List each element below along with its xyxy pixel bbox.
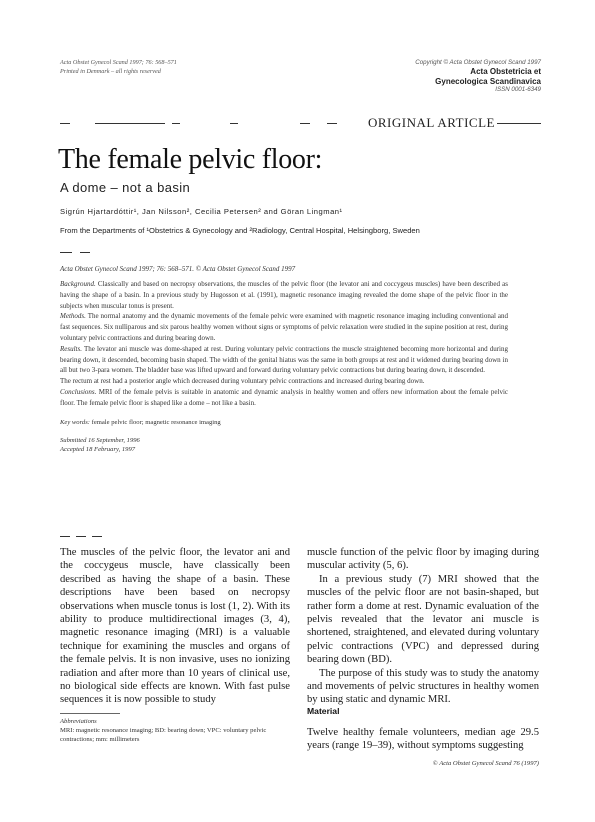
intro-paragraph-3: In a previous study (7) MRI showed that the muscles of the pelvic floor are not basin-shaped, but rather form a dome at rest. Dynamic evaluation of the pelvis revealed that the levator ani muscle is shortened, straightened, and elevated during voluntary pelvic contractions (VPC) and depressed during bearing down (BD). (307, 573, 539, 666)
rule-dash (172, 123, 180, 124)
abstract-methods-text: The normal anatomy and the dynamic movements of the female pelvic were examined with magnetic resonance imaging including conventional and fast sequences. Six nulliparous and six parous healthy women without signs or symptoms of pelvic relaxation were studied in the supine position at rest, during voluntary pelvic contractions and during bearing down. (60, 312, 508, 342)
rule-dash (300, 123, 310, 124)
intro-paragraph-1: The muscles of the pelvic floor, the levator ani and the coccygeus muscle, have classically been described as having the shape of a basin. These descriptions have been based on necropsy observations when muscle tonus is lost (1, 2). With its ability to produce multidirectional images (3, 4), magnetic resonance imaging (MRI) is a valuable technique for examining the muscles and organs of the female pelvis. It is non invasive, uses no ionizing radiation and after more than 10 years of clinical use, no biological side effects are known. With fast pulse sequences it is now possible to study (60, 547, 290, 706)
intro-paragraph-4: The purpose of this study was to study the anatomy and movements of pelvic structures in healthy women by using static and dynamic MRI. (307, 667, 539, 706)
article-title: The female pelvic floor: (58, 144, 323, 175)
keywords (60, 419, 508, 426)
abstract-methods-label: Methods. (60, 312, 86, 321)
journal-name-line1: Acta Obstetricia et (470, 67, 541, 76)
issn: ISSN 0001-6349 (495, 86, 541, 93)
journal-name-line2: Gynecologica Scandinavica (435, 76, 541, 86)
abstract-background-label: Background. (60, 280, 96, 288)
footnote-rule (60, 713, 120, 714)
abstract-methods (60, 311, 508, 343)
material-heading: Material (307, 706, 340, 716)
submitted-date: Submitted 16 September, 1996 (60, 436, 140, 444)
body-column-right (307, 546, 539, 707)
rule-dash (60, 536, 70, 537)
abstract-background-text: Classically and based on necropsy observations, the muscles of the pelvic floor (the levator ani and coccygeus muscles) have been described as having the shape of a basin. In a previous study by Hugosson et al. (1991), magnetic resonance imaging revealed the dome shape of the pelvic floor in the subjects when muscular tonus is present. (60, 280, 508, 310)
abstract-results-label: Results. (60, 344, 82, 353)
abstract-conclusions-text: MRI of the female pelvis is suitable in anatomic and dynamic analysis in healthy women and offers new information about the female pelvic floor. The female pelvic floor is shaped like a dome – not like a basin. (60, 387, 508, 407)
abstract-body (60, 279, 508, 409)
body-column-left (60, 546, 290, 707)
abstract-conclusions-label: Conclusions. (60, 387, 97, 396)
journal-masthead (321, 58, 541, 93)
rule-dash (92, 536, 102, 537)
abstract (60, 265, 508, 454)
rule-dash (95, 123, 165, 124)
abbreviations-text: MRI: magnetic resonance imaging; BD: bearing down; VPC: voluntary pelvic contractions; mm: millimeters (60, 727, 267, 743)
abstract-results (60, 344, 508, 376)
authors: Sigrún Hjartardóttir¹, Jan Nilsson², Cecilia Petersen² and Göran Lingman¹ (60, 207, 343, 216)
intro-paragraph-2: muscle function of the pelvic floor by imaging during muscular activity (5, 6). (307, 547, 539, 572)
abstract-citation: Acta Obstet Gynecol Scand 1997; 76: 568–571. © Acta Obstet Gynecol Scand 1997 (60, 265, 296, 273)
rule-dash (230, 123, 238, 124)
abstract-conclusions (60, 387, 508, 409)
abstract-background (60, 279, 508, 311)
section-label: ORIGINAL ARTICLE (368, 115, 495, 130)
submission-dates (60, 436, 508, 454)
rule-dash (60, 123, 70, 124)
material-text: Twelve healthy female volunteers, median age 29.5 years (range 19–39), without symptoms suggesting (307, 727, 539, 752)
affiliation: From the Departments of ¹Obstetrics & Gynecology and ²Radiology, Central Hospital, Helsingborg, Sweden (60, 226, 420, 235)
rule-dash (76, 536, 86, 537)
header-copyright-right: Copyright © Acta Obstet Gynecol Scand 1997 (415, 59, 541, 66)
rule-dash (497, 123, 541, 124)
rule-dash (60, 252, 72, 253)
keywords-label: Key words: (60, 418, 90, 426)
rule-dash (327, 123, 337, 124)
abbreviations (60, 717, 292, 744)
article-subtitle: A dome – not a basin (60, 180, 191, 195)
keywords-text: female pelvic floor; magnetic resonance imaging (89, 418, 221, 426)
header-copyright-left: Printed in Denmark – all rights reserved (60, 68, 161, 75)
abbreviations-label: Abbreviations (60, 718, 97, 725)
rule-dash (80, 252, 90, 253)
page-footer: © Acta Obstet Gynecol Scand 76 (1997) (432, 760, 539, 767)
abstract-results-text: The levator ani muscle was dome-shaped at rest. During voluntary pelvic contractions the muscle straightened becoming more horizontal and during bearing down, it descended, becoming basin shaped. The width of the genital hiatus was the same in both groups at rest and it widened during bearing down in all but two 3-para women. The bladder base was lifted upward and forward during voluntary pelvic contractions but during bearing down, it descended. (60, 344, 508, 375)
accepted-date: Accepted 18 February, 1997 (60, 445, 136, 453)
journal-citation-header (60, 58, 280, 76)
header-citation: Acta Obstet Gynecol Scand 1997; 76: 568–571 (60, 59, 177, 66)
abstract-results-2: The rectum at rest had a posterior angle which decreased during voluntary pelvic contractions and increased during bearing down. (60, 377, 425, 386)
